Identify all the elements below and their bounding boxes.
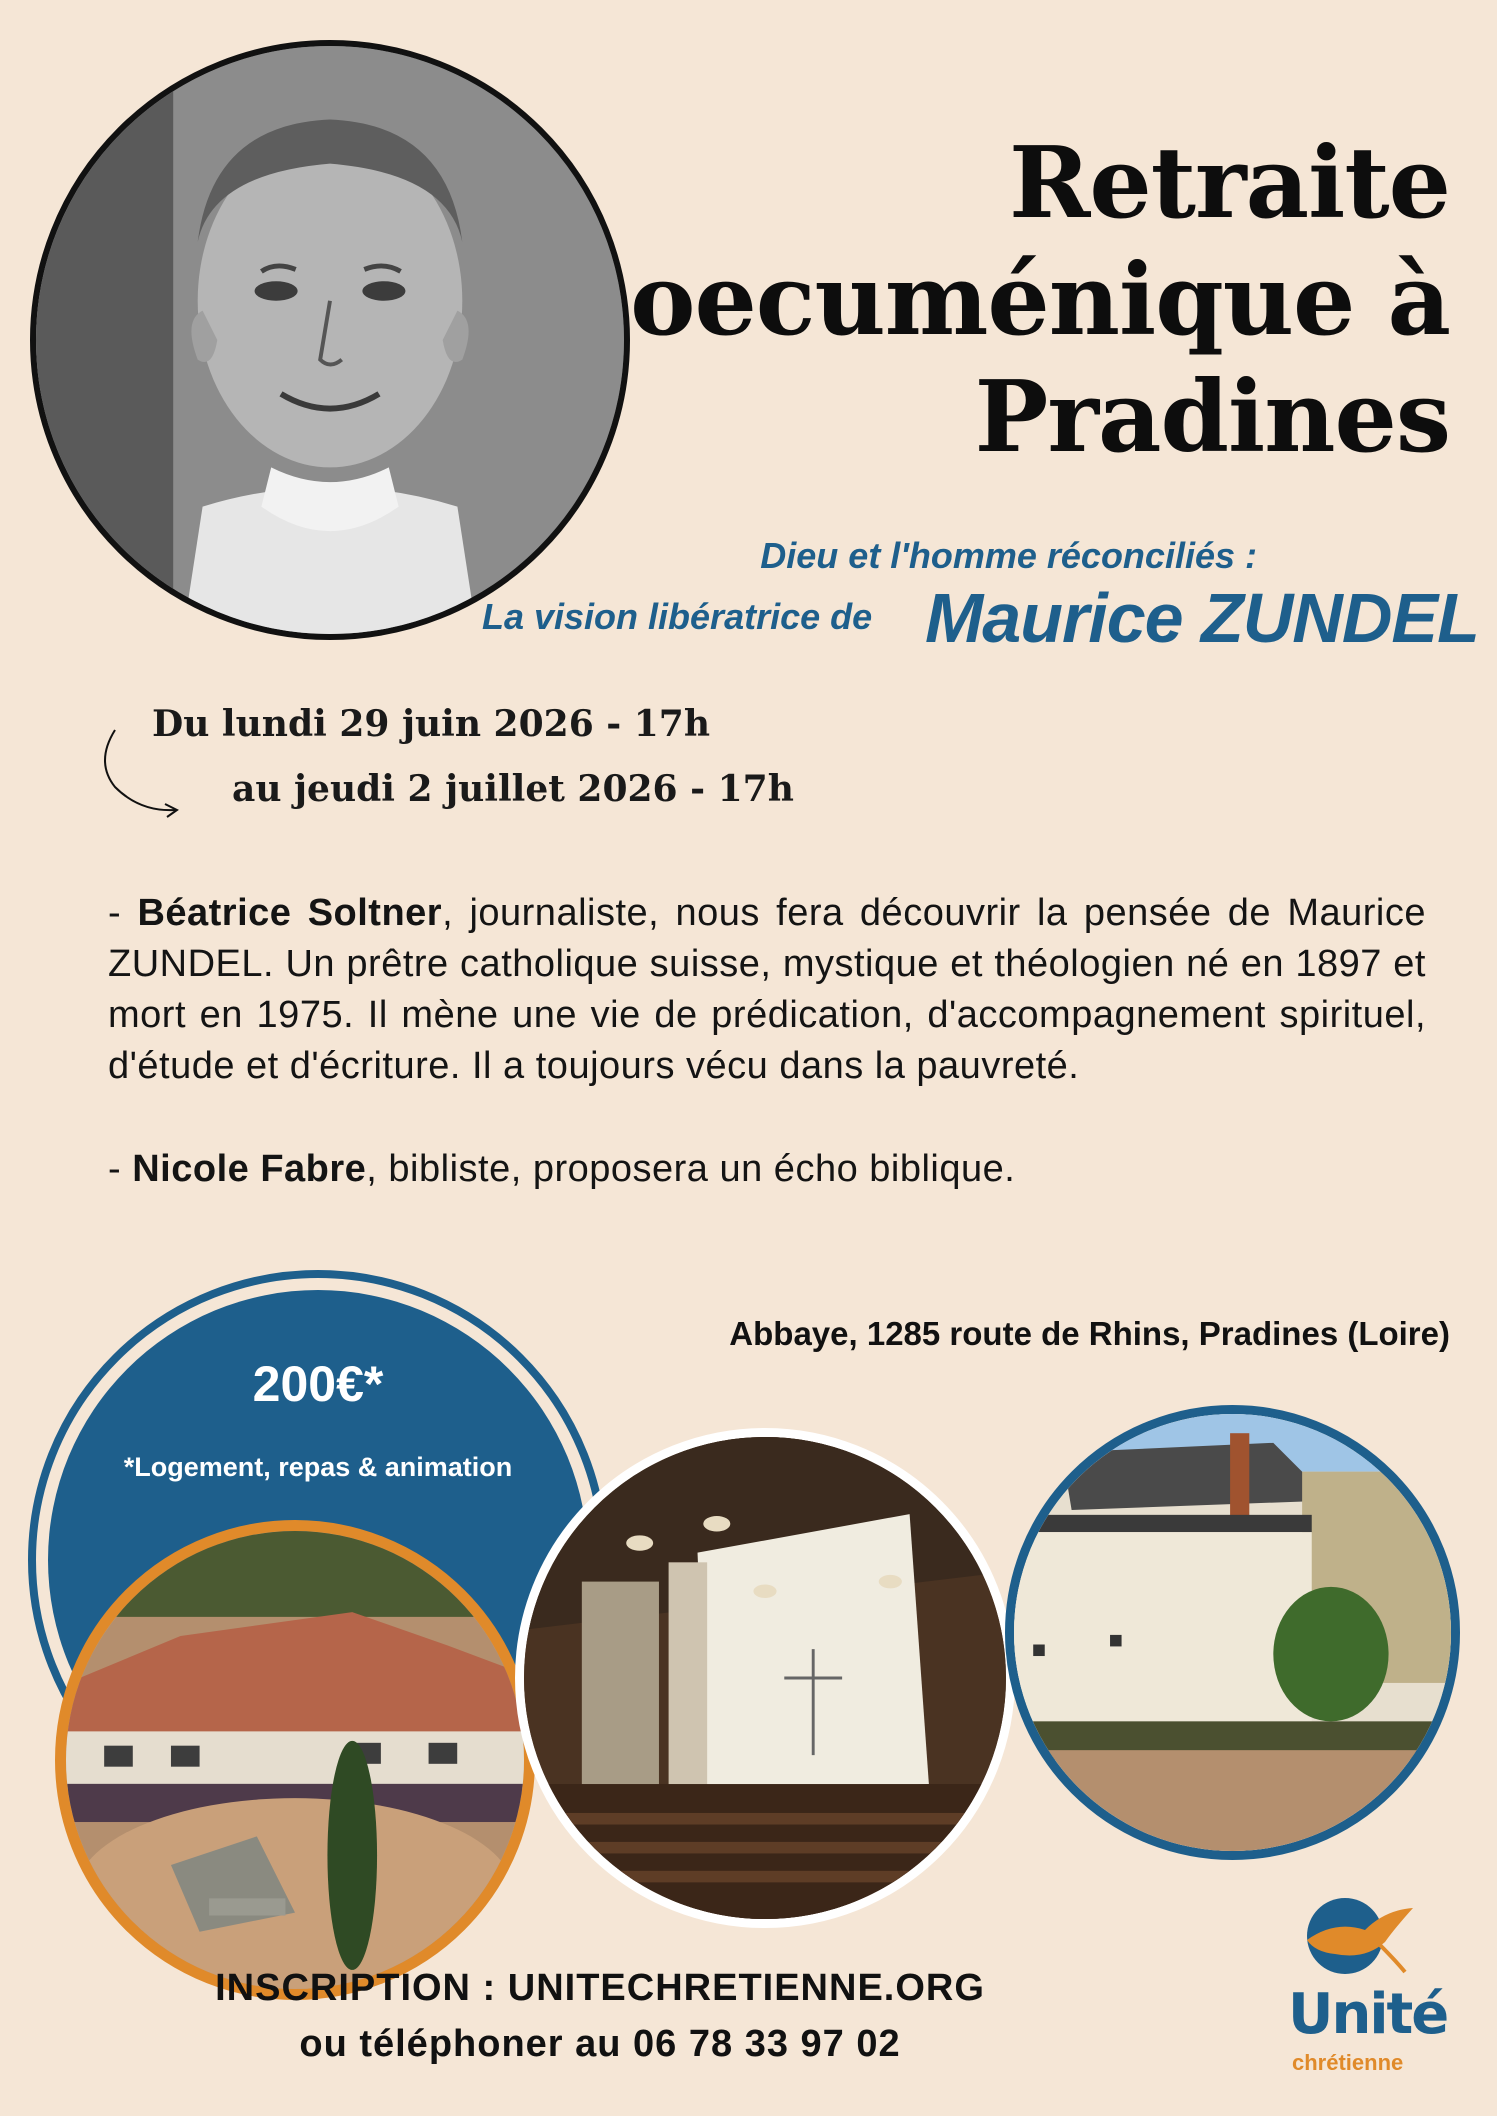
abbey-courtyard-photo [55,1520,535,2000]
intervenant-name: Nicole Fabre [132,1148,367,1190]
subtitle-line1: Dieu et l'homme réconciliés : [760,535,1257,576]
page-title [630,125,1450,476]
address: Abbaye, 1285 route de Rhins, Pradines (Loire) [729,1315,1450,1352]
intervenant-paragraph [108,1144,1426,1195]
intervenant-paragraph [108,888,1426,1092]
portrait-photo [30,40,630,640]
inscription-link[interactable]: INSCRIPTION : UNITECHRETIENNE.ORG [215,1967,985,2009]
intervenant-text: , journaliste, nous fera découvrir la pensée de Maurice ZUNDEL. Un prêtre catholique suisse, mystique et théologien né en 1897 et mort en 1975. Il mène une vie de prédication, d'accompagnement spirituel, d'étude et d'écriture. Il a toujours vécu dans la pauvreté. [108,892,1426,1087]
abbey-building-photo [1005,1405,1460,1860]
title-line: oecuménique à [630,243,1450,358]
building-illustration [1014,1414,1451,1851]
subtitle-line2: La vision libératrice de [482,596,873,637]
speaker-name: Maurice ZUNDEL [925,579,1479,657]
bullet-prefix: - [108,892,138,934]
phone-number[interactable]: ou téléphoner au 06 78 33 97 02 [299,2023,901,2065]
intervenant-name: Béatrice Soltner [137,892,443,934]
church-interior-photo [515,1428,1015,1928]
bullet-prefix: - [108,1148,133,1190]
price-amount: 200€* [252,1356,384,1412]
date-start: Du lundi 29 juin 2026 - 17h [152,703,711,745]
title-line: Pradines [974,360,1450,475]
title-line: Retraite [1008,126,1450,241]
logo-subtitle: chrétienne [1292,2050,1404,2075]
price-note: *Logement, repas & animation [123,1452,513,1482]
courtyard-illustration [66,1531,524,1989]
portrait-illustration [36,46,624,634]
intervenant-text: , bibliste, proposera un écho biblique. [366,1148,1016,1190]
church-illustration [524,1437,1006,1919]
logo-word: Unité [1288,1982,1448,2047]
description [108,888,1426,1195]
date-end: au jeudi 2 juillet 2026 - 17h [232,768,794,810]
